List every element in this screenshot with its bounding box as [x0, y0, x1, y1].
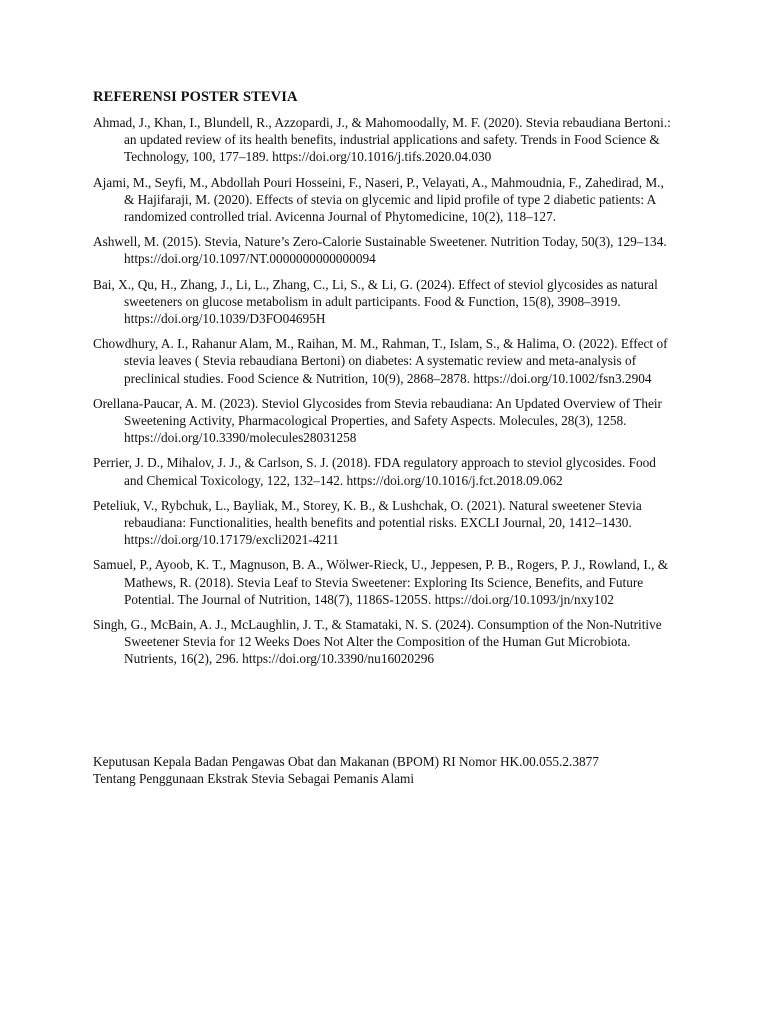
regulation-note: [93, 753, 693, 787]
document-title: REFERENSI POSTER STEVIA: [93, 89, 298, 105]
reference-list: [93, 114, 675, 668]
reference-item: Bai, X., Qu, H., Zhang, J., Li, L., Zhang, C., Li, S., & Li, G. (2024). Effect of steviol glycosides as natural sweeteners on glucose metabolism in adult participants. Food & Function, 15(8), 3908–3919. https://doi.org/10.1039/D3FO04695H: [93, 276, 658, 327]
reference-item: Samuel, P., Ayoob, K. T., Magnuson, B. A., Wölwer-Rieck, U., Jeppesen, P. B., Rogers, P. J., Rowland, I., & Mathews, R. (2018). Stevia Leaf to Stevia Sweetener: Exploring Its Science, Benefits, and Future Potential. The Journal of Nutrition, 148(7), 1186S-1205S. https://doi.org/10.1093/jn/nxy102: [93, 557, 669, 607]
regulation-note-line: Keputusan Kepala Badan Pengawas Obat dan Makanan (BPOM) RI Nomor HK.00.055.2.3877: [93, 754, 599, 769]
reference-item: Peteliuk, V., Rybchuk, L., Bayliak, M., Storey, K. B., & Lushchak, O. (2021). Natural sweetener Stevia rebaudiana: Functionalities, health benefits and potential risks. EXCLI Journal, 20, 1412–1430. https://doi.org/10.17179/excli2021-4211: [93, 497, 642, 548]
reference-item: Ajami, M., Seyfi, M., Abdollah Pouri Hosseini, F., Naseri, P., Velayati, A., Mahmoudnia, F., Zahedirad, M., & Hajifaraji, M. (2020). Effects of stevia on glycemic and lipid profile of type 2 diabetic patients: A randomized controlled trial. Avicenna Journal of Phytomedicine, 10(2), 118–127.: [93, 174, 664, 225]
reference-item: Ahmad, J., Khan, I., Blundell, R., Azzopardi, J., & Mahomoodally, M. F. (2020). Stevia rebaudiana Bertoni.: an updated review of its health benefits, industrial applications and safety. Trends in Food Science & Technology, 100, 177–189. https://doi.org/10.1016/j.tifs.2020.04.030: [93, 115, 671, 165]
document-body: [93, 87, 675, 676]
reference-item: Orellana-Paucar, A. M. (2023). Steviol Glycosides from Stevia rebaudiana: An Updated Overview of Their Sweetening Activity, Pharmacological Properties, and Safety Aspects. Molecules, 28(3), 1258. https://doi.org/10.3390/molecules28031258: [93, 395, 662, 446]
reference-item: Ashwell, M. (2015). Stevia, Nature’s Zero-Calorie Sustainable Sweetener. Nutrition Today, 50(3), 129–134. https://doi.org/10.1097/NT.0000000000000094: [93, 234, 667, 267]
reference-item: Chowdhury, A. I., Rahanur Alam, M., Raihan, M. M., Rahman, T., Islam, S., & Halima, O. (2022). Effect of stevia leaves ( Stevia rebaudiana Bertoni) on diabetes: A systematic review and meta-analysis of preclinical studies. Food Science & Nutrition, 10(9), 2868–2878. https://doi.org/10.1002/fsn3.2904: [93, 336, 668, 386]
reference-item: Singh, G., McBain, A. J., McLaughlin, J. T., & Stamataki, N. S. (2024). Consumption of the Non-Nutritive Sweetener Stevia for 12 Weeks Does Not Alter the Composition of the Human Gut Microbiota. Nutrients, 16(2), 296. https://doi.org/10.3390/nu16020296: [93, 617, 662, 667]
reference-item: Perrier, J. D., Mihalov, J. J., & Carlson, S. J. (2018). FDA regulatory approach to steviol glycosides. Food and Chemical Toxicology, 122, 132–142. https://doi.org/10.1016/j.fct.2018.09.062: [93, 455, 656, 488]
regulation-note-line: Tentang Penggunaan Ekstrak Stevia Sebagai Pemanis Alami: [93, 771, 415, 787]
